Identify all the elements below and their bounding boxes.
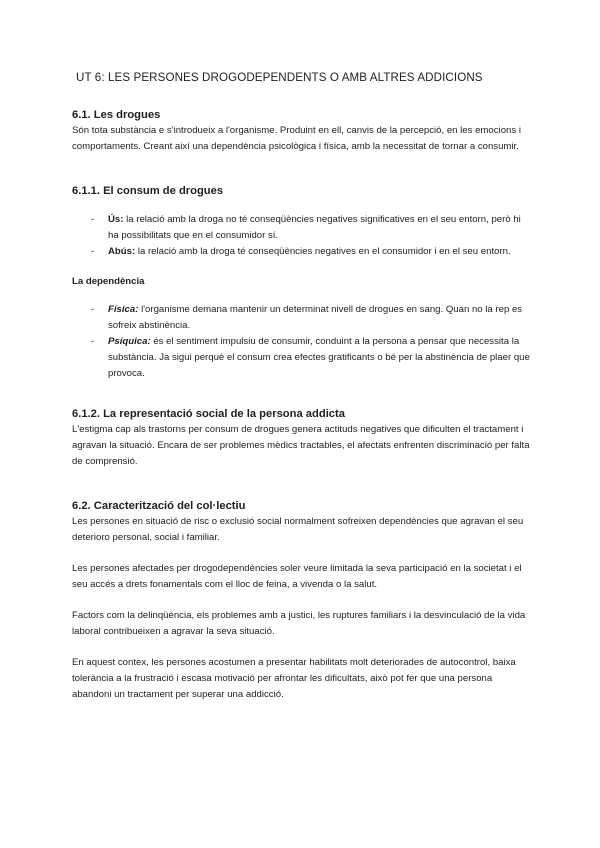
document-title: UT 6: LES PERSONES DROGODEPENDENTS O AMB ALTRES ADDICIONS [76, 71, 483, 84]
paragraph: Les persones afectades per drogodependències soler veure limitada la seva participació en la societat i el seu accés a drets fonamentals com el lloc de feina, a vivenda o la salut. [72, 563, 522, 590]
section-drogues [72, 107, 532, 155]
section-text-drogues: Són tota substància e s'introdueix a l'organisme. Produint en ell, canvis de la percepció, en les emocions i comportaments. Creant així una dependència psicològica i física, amb la necessitat de tornar a consumir. [72, 125, 521, 152]
list-item [72, 302, 532, 334]
section-heading-drogues: 6.1. Les drogues [72, 109, 161, 121]
dependencia-list [72, 302, 532, 382]
list-term: Abús: [108, 246, 136, 257]
list-text: l'organisme demana mantenir un determinat nivell de drogues en sang. Quan no la rep es sofreix abstinència. [108, 304, 523, 331]
list-dash: - [91, 336, 95, 347]
list-dash: - [91, 246, 95, 257]
consum-list [72, 212, 532, 260]
document-page [72, 68, 532, 703]
paragraph: En aquest contex, les persones acostumen a presentar habilitats molt deteriorades de autocontrol, baixa tolerància a la frustració i escasa motivació per afrontar les dificultats, això pot fer que una persona abandoni un tractament per superar una addicció. [72, 657, 516, 700]
list-item [72, 212, 532, 244]
list-term: Ús: [108, 214, 124, 225]
section-heading-representacio: 6.1.2. La representació social de la persona addicta [72, 408, 345, 420]
list-text: la relació amb la droga no té conseqüències negatives significatives en el seu entorn, però hi ha possibilitats que en el consumidor sí. [108, 214, 521, 241]
list-item [72, 244, 532, 260]
section-caracteritzacio [72, 498, 532, 703]
section-consum [72, 183, 532, 382]
subheading-dependencia: La dependència [72, 276, 145, 287]
paragraph: Factors com la delinqüència, els problemes amb a justici, les ruptures familiars i la desvinculació de la vida laboral contribueixen a agravar la seva situació. [72, 610, 526, 637]
paragraph: Les persones en situació de risc o exclusió social normalment sofreixen dependències que agravan el seu deterioro personal, social i familiar. [72, 516, 524, 543]
section-text-representacio: L'estigma cap als trastorns per consum de drogues genera actituds negatives que dificulten el tractament i agravan la situació. Encara de ser problemes mèdics tractables, el afectats enfrenten discriminació per falta de comprensió. [72, 424, 530, 467]
list-text: la relació amb la droga té conseqüències negatives en el consumidor i en el seu entorn. [135, 246, 511, 257]
section-heading-caracteritzacio: 6.2. Caracterització del col·lectiu [72, 500, 246, 512]
section-heading-consum: 6.1.1. El consum de drogues [72, 185, 224, 197]
section-representacio [72, 406, 532, 470]
list-dash: - [91, 304, 95, 315]
list-term: Física: [108, 304, 139, 315]
list-term: Psíquica: [108, 336, 151, 347]
list-text: és el sentiment impulsiu de consumir, conduint a la persona a pensar que necessita la substància. Ja sigui perquè el consum crea efectes gratificants o bé per la abstinència de plaer que provoca. [108, 336, 530, 379]
list-item [72, 334, 532, 382]
list-dash: - [91, 214, 95, 225]
